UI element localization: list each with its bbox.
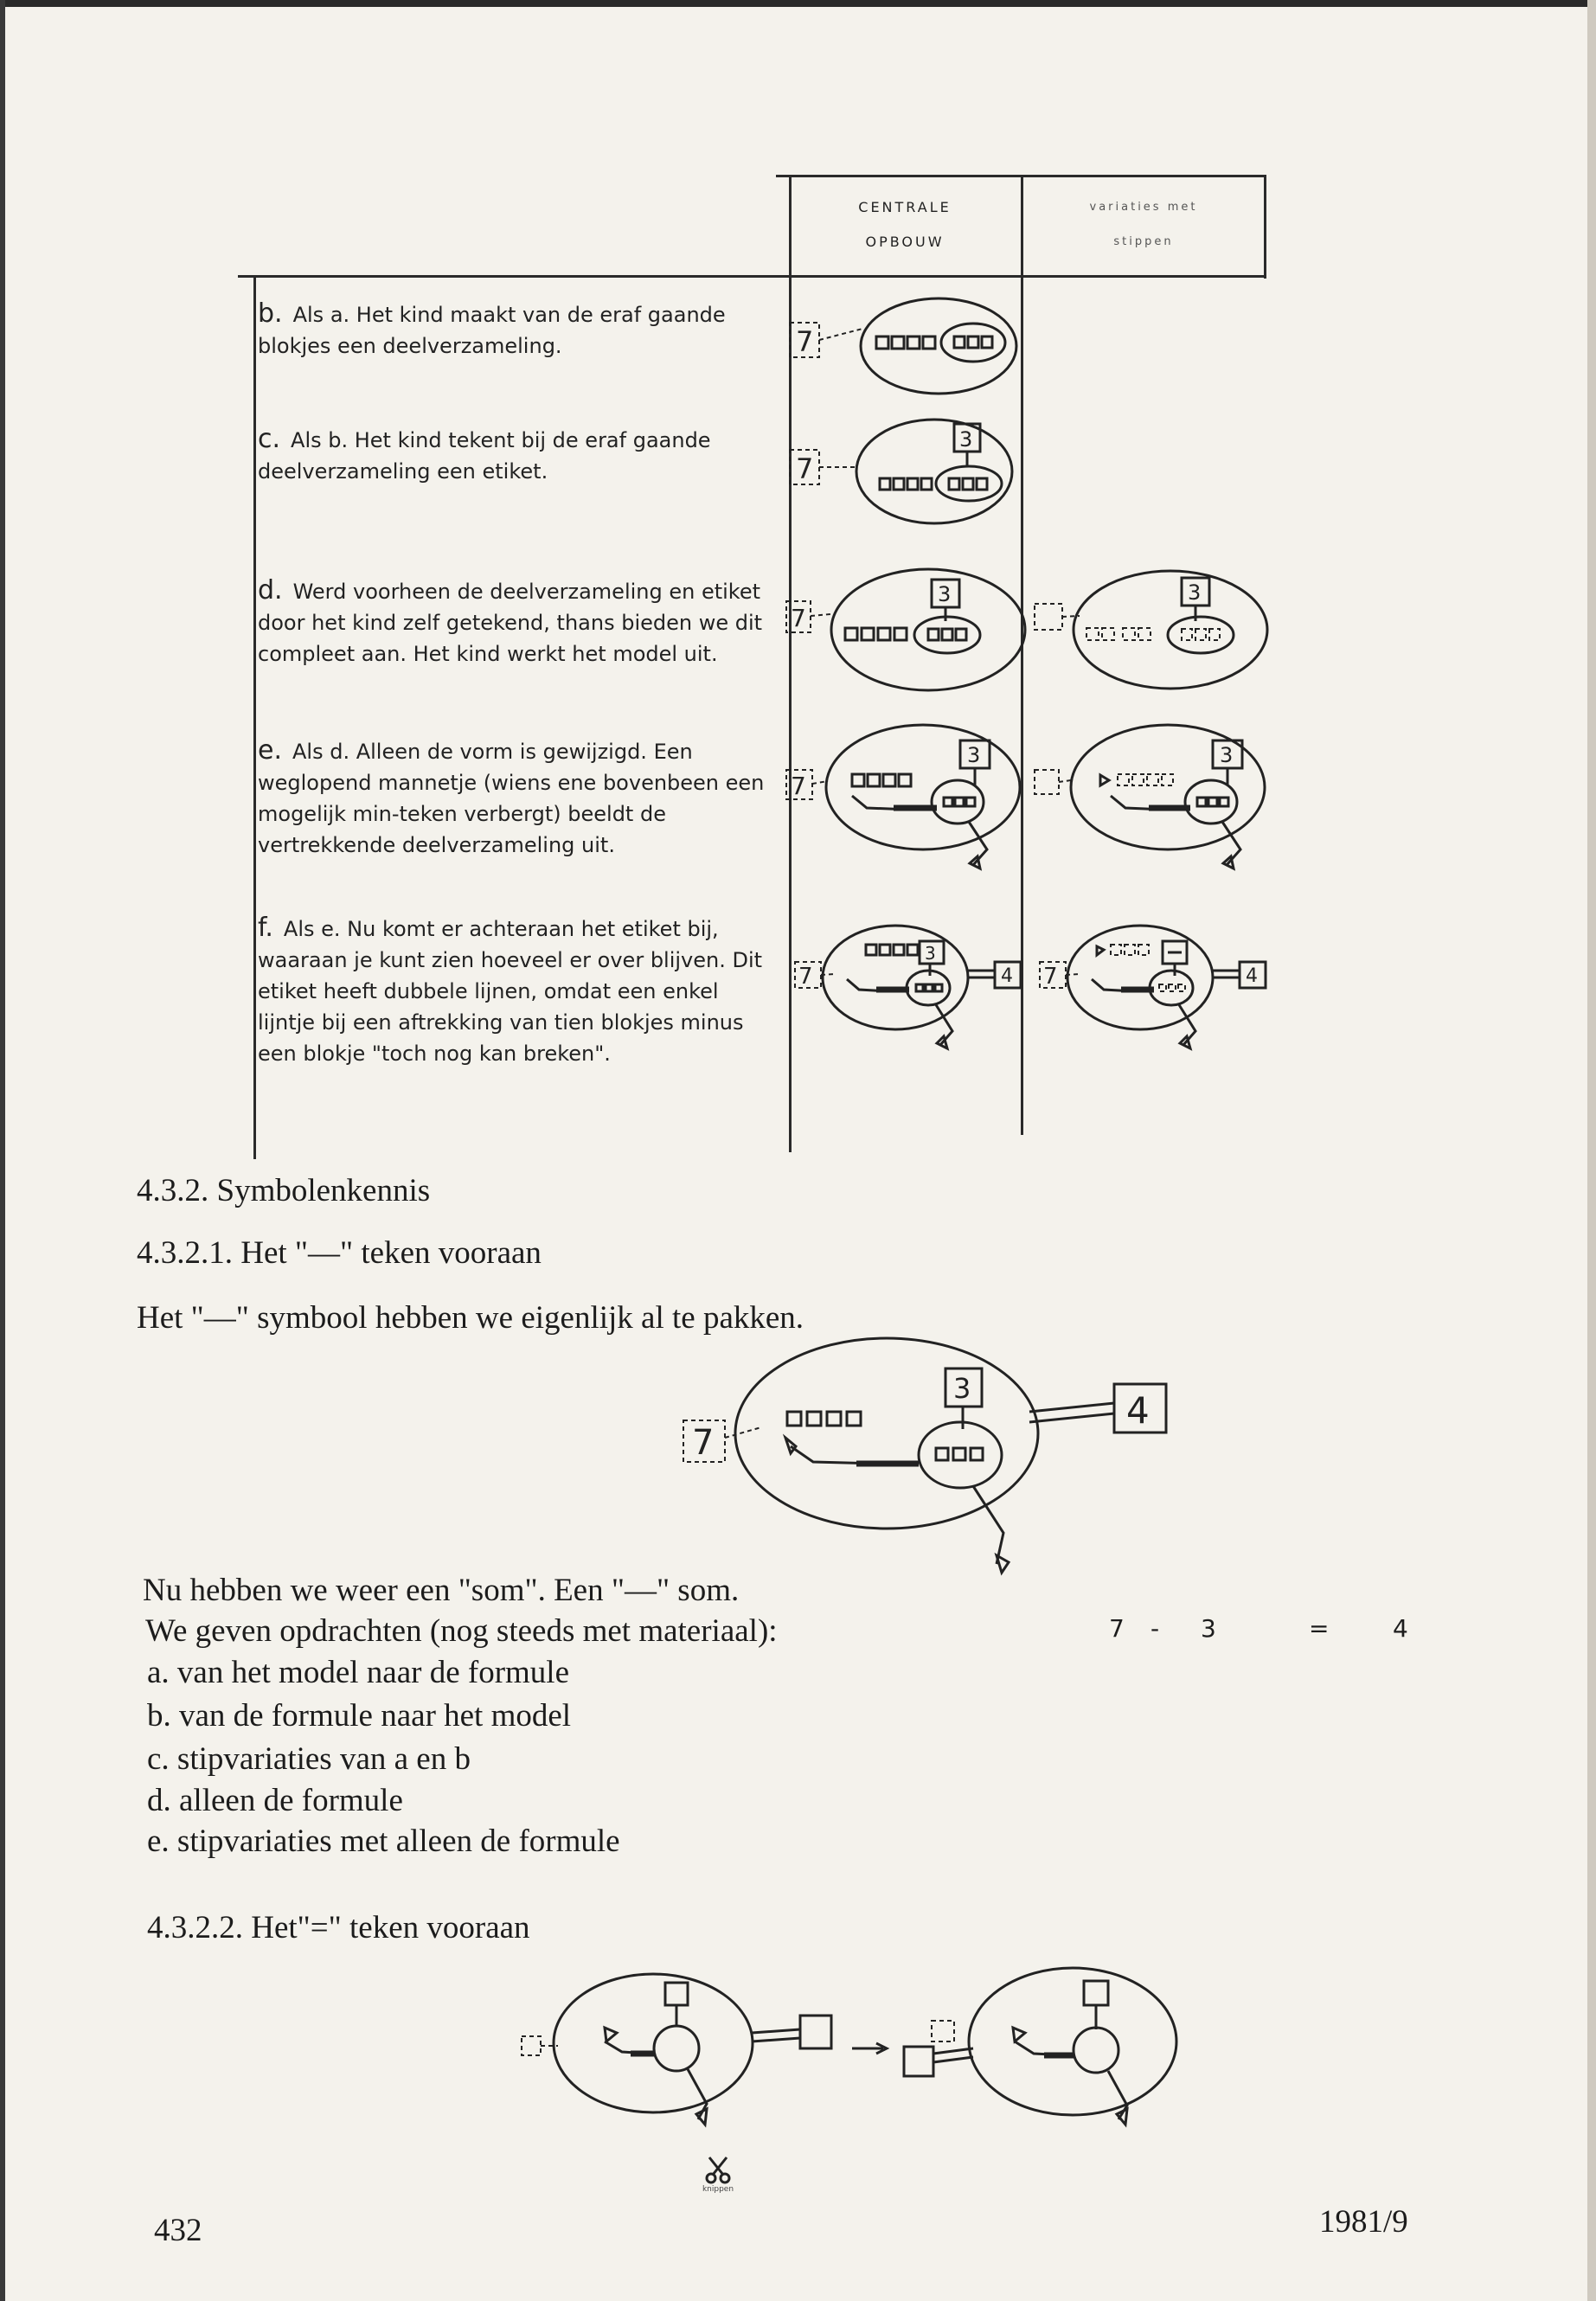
formula-minuend: 7 xyxy=(1109,1614,1125,1643)
diagram-row-f-main xyxy=(783,908,1025,1064)
label-three: 3 xyxy=(1220,743,1234,767)
scissors-icon xyxy=(701,2154,735,2185)
header-centrale-opbouw xyxy=(789,190,1021,260)
label-seven: 7 xyxy=(791,772,806,800)
label-three: 3 xyxy=(1188,580,1202,605)
page-edge-top xyxy=(0,0,1596,7)
row-c-body: Als b. Het kind tekent bij de eraf gaande deelverzameling een etiket. xyxy=(258,428,711,484)
diagram-row-b xyxy=(783,290,1025,402)
row-f-letter: f. xyxy=(258,913,273,943)
diagram-row-c xyxy=(783,411,1025,541)
row-e-letter: e. xyxy=(258,735,282,766)
row-e-body: Als d. Alleen de vorm is gewijzigd. Een weglopend mannetje (wiens ene bovenbeen een mogelijk min-teken verbergt) beeldt de vertrekkende deelverzameling uit. xyxy=(258,740,765,857)
task-item: c. stipvariaties van a en b xyxy=(147,1741,471,1777)
label-seven: 7 xyxy=(1043,964,1058,990)
header-col2-line1: variaties met xyxy=(1089,201,1198,214)
issue-number: 1981/9 xyxy=(1319,2204,1408,2240)
row-b-letter: b. xyxy=(258,298,283,329)
table-header-rule xyxy=(238,275,1266,278)
task-item: b. van de formule naar het model xyxy=(147,1698,572,1734)
page-edge-left xyxy=(0,0,5,2301)
formula xyxy=(1099,1611,1419,1645)
diagram-row-e-variatie xyxy=(1028,718,1270,891)
logo-caption: knippen xyxy=(702,2185,734,2194)
label-seven: 7 xyxy=(791,604,806,632)
label-seven: 7 xyxy=(798,964,813,990)
task-item: d. alleen de formule xyxy=(147,1783,403,1818)
diagram-row-d-main xyxy=(783,562,1025,701)
intro-line: Het "—" symbool hebben we eigenlijk al te pakken. xyxy=(137,1300,804,1336)
table-left-rule xyxy=(253,277,256,1159)
label-four: 4 xyxy=(1001,965,1013,987)
equals-model-figure xyxy=(515,1964,1189,2137)
row-e-text xyxy=(258,735,777,861)
label-seven: 7 xyxy=(692,1423,715,1463)
heading-4-3-2-1: 4.3.2.1. Het "—" teken vooraan xyxy=(137,1235,542,1271)
task-item: e. stipvariaties met alleen de formule xyxy=(147,1823,620,1859)
heading-4-3-2-2: 4.3.2.2. Het"=" teken vooraan xyxy=(147,1910,530,1945)
page-edge-right xyxy=(1587,0,1596,2301)
row-b-body: Als a. Het kind maakt van de eraf gaande blokjes een deelverzameling. xyxy=(258,303,726,358)
header-variaties xyxy=(1022,190,1265,260)
heading-4-3-2: 4.3.2. Symbolenkennis xyxy=(137,1173,431,1208)
label-three: 3 xyxy=(953,1372,971,1405)
publisher-logo xyxy=(692,2154,744,2194)
label-seven: 7 xyxy=(796,452,814,485)
label-three: 3 xyxy=(925,943,936,964)
row-c-text xyxy=(258,424,777,487)
row-c-letter: c. xyxy=(258,424,281,454)
diagram-row-d-variatie xyxy=(1028,562,1270,701)
row-d-letter: d. xyxy=(258,575,283,606)
label-three: 3 xyxy=(967,743,981,767)
header-col2-line2: stippen xyxy=(1113,235,1174,248)
label-four: 4 xyxy=(1246,965,1258,987)
row-f-body: Als e. Nu komt er achteraan het etiket bij, waaraan je kunt zien hoeveel er over blijven. Dit etiket heeft dubbele lijnen, omdat een enkel lijntje bij een aftrekking van tien blokjes minus een blokje "toch nog kan breken". xyxy=(258,917,763,1066)
label-three: 3 xyxy=(938,582,952,606)
label-four: 4 xyxy=(1126,1389,1150,1432)
label-three: 3 xyxy=(959,427,973,452)
som-line: Nu hebben we weer een "som". Een "—" som. xyxy=(143,1573,740,1608)
formula-subtrahend: 3 xyxy=(1201,1614,1216,1643)
formula-equals: = xyxy=(1309,1614,1330,1643)
diagram-row-e-main xyxy=(783,718,1025,891)
page-number: 432 xyxy=(154,2213,202,2248)
header-col1-line2: OPBOUW xyxy=(865,234,945,250)
header-col1-line1: CENTRALE xyxy=(858,199,952,215)
task-item: a. van het model naar de formule xyxy=(147,1655,569,1690)
row-f-text xyxy=(258,913,781,1069)
formula-minus: - xyxy=(1151,1614,1160,1643)
formula-result: 4 xyxy=(1393,1614,1408,1643)
row-d-text xyxy=(258,575,777,670)
row-b-text xyxy=(258,298,777,362)
diagram-row-f-variatie xyxy=(1028,908,1270,1064)
label-seven: 7 xyxy=(796,325,814,358)
tasks-intro: We geven opdrachten (nog steeds met materiaal): xyxy=(145,1613,778,1649)
row-d-body: Werd voorheen de deelverzameling en etiket door het kind zelf getekend, thans bieden we dit compleet aan. Het kind werkt het model uit. xyxy=(258,580,763,666)
minus-model-figure xyxy=(675,1341,1176,1600)
